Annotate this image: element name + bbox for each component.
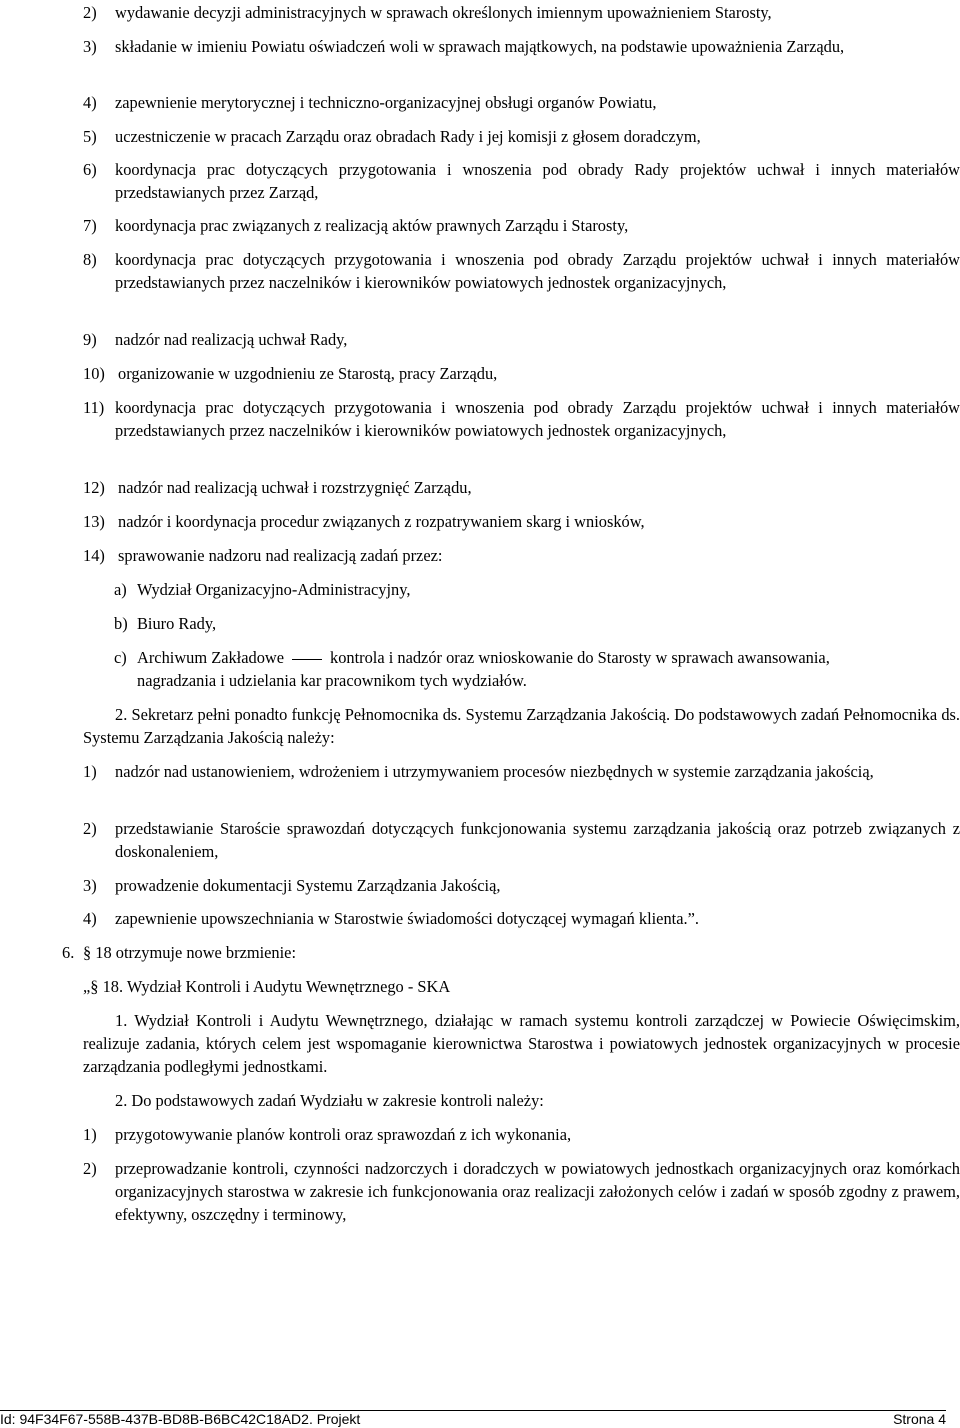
item-text: nadzór i koordynacja procedur związanych z rozpatrywaniem skarg i wniosków, <box>118 512 645 531</box>
item-text-after: kontrola i nadzór oraz wnioskowanie do Starosty w sprawach awansowania, <box>330 648 830 667</box>
sub-list-item <box>114 612 960 635</box>
list-item <box>83 1 960 24</box>
list-item <box>83 510 960 533</box>
item-number: 2) <box>83 3 97 22</box>
item-number: 12) <box>83 478 105 497</box>
item-number: 9) <box>83 330 97 349</box>
item-text: nadzór nad realizacją uchwał i rozstrzygnięć Zarządu, <box>118 478 472 497</box>
list-item <box>83 125 960 148</box>
item-text: przygotowywanie planów kontroli oraz sprawozdań z ich wykonania, <box>115 1125 572 1144</box>
list-item <box>83 328 960 351</box>
item-number: 8) <box>83 250 97 269</box>
item-letter: c) <box>114 648 127 667</box>
item-text: uczestniczenie w pracach Zarządu oraz obradach Rady i jej komisji z głosem doradczym, <box>115 127 701 146</box>
item-number: 4) <box>83 909 97 928</box>
item-text: sprawowanie nadzoru nad realizacją zadań przez: <box>118 546 443 565</box>
paragraph: 2. Do podstawowych zadań Wydziału w zakresie kontroli należy: <box>115 1091 544 1110</box>
list-item <box>83 874 960 897</box>
point-6-text: § 18 otrzymuje nowe brzmienie: <box>83 943 297 962</box>
item-number: 1) <box>83 762 97 781</box>
item-text-before: Archiwum Zakładowe <box>137 648 285 667</box>
list-item <box>83 476 960 499</box>
list-item <box>83 907 960 930</box>
item-text: koordynacja prac dotyczących przygotowania i wnoszenia pod obrady Zarządu projektów uchwał i innych materiałów przedstawianych przez naczelników i kierowników powiatowych jednostek organizacyjnych, <box>115 398 960 440</box>
list-item <box>83 1123 960 1146</box>
point-6-number: 6. <box>62 943 75 962</box>
sub-list-item <box>114 578 960 601</box>
item-text: organizowanie w uzgodnieniu ze Starostą, pracy Zarządu, <box>118 364 498 383</box>
item-number: 1) <box>83 1125 97 1144</box>
item-text: koordynacja prac dotyczących przygotowania i wnoszenia pod obrady Rady projektów uchwał i innych materiałów przedstawianych przez Zarząd, <box>115 160 960 202</box>
item-text: przedstawianie Staroście sprawozdań dotyczących funkcjonowania systemu zarządzania jakością oraz potrzeb związanych z doskonaleniem, <box>115 819 960 861</box>
item-number: 13) <box>83 512 105 531</box>
paragraph: 2. Sekretarz pełni ponadto funkcję Pełnomocnika ds. Systemu Zarządzania Jakością. Do podstawowych zadań Pełnomocnika ds. Systemu Zarządzania Jakością należy: <box>83 705 960 747</box>
list-item <box>83 248 960 294</box>
item-number: 2) <box>83 819 97 838</box>
list-item <box>83 544 960 567</box>
item-text: koordynacja prac dotyczących przygotowania i wnoszenia pod obrady Zarządu projektów uchwał i innych materiałów przedstawianych przez naczelników i kierowników powiatowych jednostek organizacyjnych, <box>115 250 960 292</box>
dash <box>292 659 322 660</box>
list-item <box>83 362 960 385</box>
item-number: 2) <box>83 1159 97 1178</box>
item-text: składanie w imieniu Powiatu oświadczeń woli w sprawach majątkowych, na podstawie upoważnienia Zarządu, <box>115 37 845 56</box>
item-number: 5) <box>83 127 97 146</box>
item-text: zapewnienie merytorycznej i techniczno-organizacyjnej obsługi organów Powiatu, <box>115 93 657 112</box>
item-text: przeprowadzanie kontroli, czynności nadzorczych i doradczych w powiatowych jednostkach organizacyjnych oraz komórkach organizacyjnych starostwa w zakresie ich funkcjonowania oraz realizacji założonych celów i zadań w sposób zgodny z prawem, efektywny, oszczędny i terminowy, <box>115 1159 960 1224</box>
item-text: nadzór nad ustanowieniem, wdrożeniem i utrzymywaniem procesów niezbędnych w systemie zarządzania jakością, <box>115 762 874 781</box>
footer-document-id: Id: 94F34F67-558B-437B-BD8B-B6BC42C18AD2. Projekt <box>0 1411 361 1427</box>
item-letter: a) <box>114 580 127 599</box>
list-item <box>83 91 960 114</box>
item-number: 3) <box>83 37 97 56</box>
list-item <box>83 760 960 783</box>
item-number: 7) <box>83 216 97 235</box>
item-text: prowadzenie dokumentacji Systemu Zarządzania Jakością, <box>115 876 501 895</box>
section-heading: „§ 18. Wydział Kontroli i Audytu Wewnętrznego - SKA <box>83 977 451 996</box>
item-text: Wydział Organizacyjno-Administracyjny, <box>137 580 411 599</box>
sub-list-item <box>114 646 960 669</box>
item-number: 10) <box>83 364 105 383</box>
list-item <box>83 817 960 863</box>
item-number: 6) <box>83 160 97 179</box>
item-letter: b) <box>114 614 128 633</box>
item-text: wydawanie decyzji administracyjnych w sprawach określonych imiennym upoważnieniem Starosty, <box>115 3 772 22</box>
item-text: nadzór nad realizacją uchwał Rady, <box>115 330 348 349</box>
paragraph: 1. Wydział Kontroli i Audytu Wewnętrznego, działając w ramach systemu kontroli zarządczej w Powiecie Oświęcimskim, realizuje zadania, których celem jest wspomaganie kierownictwa Starostwa i powiatowych jednostek organizacyjnych w procesie zarządzania podległymi jednostkami. <box>83 1011 960 1076</box>
list-item <box>83 1157 960 1226</box>
list-item <box>83 396 960 442</box>
item-text: Biuro Rady, <box>137 614 217 633</box>
item-number: 3) <box>83 876 97 895</box>
item-number: 4) <box>83 93 97 112</box>
list-item <box>83 214 960 237</box>
item-text <box>137 646 960 669</box>
item-text: zapewnienie upowszechniania w Starostwie świadomości dotyczącej wymagań klienta.”. <box>115 909 699 928</box>
footer-page-number: Strona 4 <box>893 1411 946 1427</box>
item-number: 14) <box>83 546 105 565</box>
list-item <box>83 158 960 204</box>
item-text-continued: nagradzania i udzielania kar pracownikom tych wydziałów. <box>137 671 527 690</box>
list-item <box>83 35 960 58</box>
item-text: koordynacja prac związanych z realizacją aktów prawnych Zarządu i Starosty, <box>115 216 629 235</box>
item-number: 11) <box>83 398 105 417</box>
